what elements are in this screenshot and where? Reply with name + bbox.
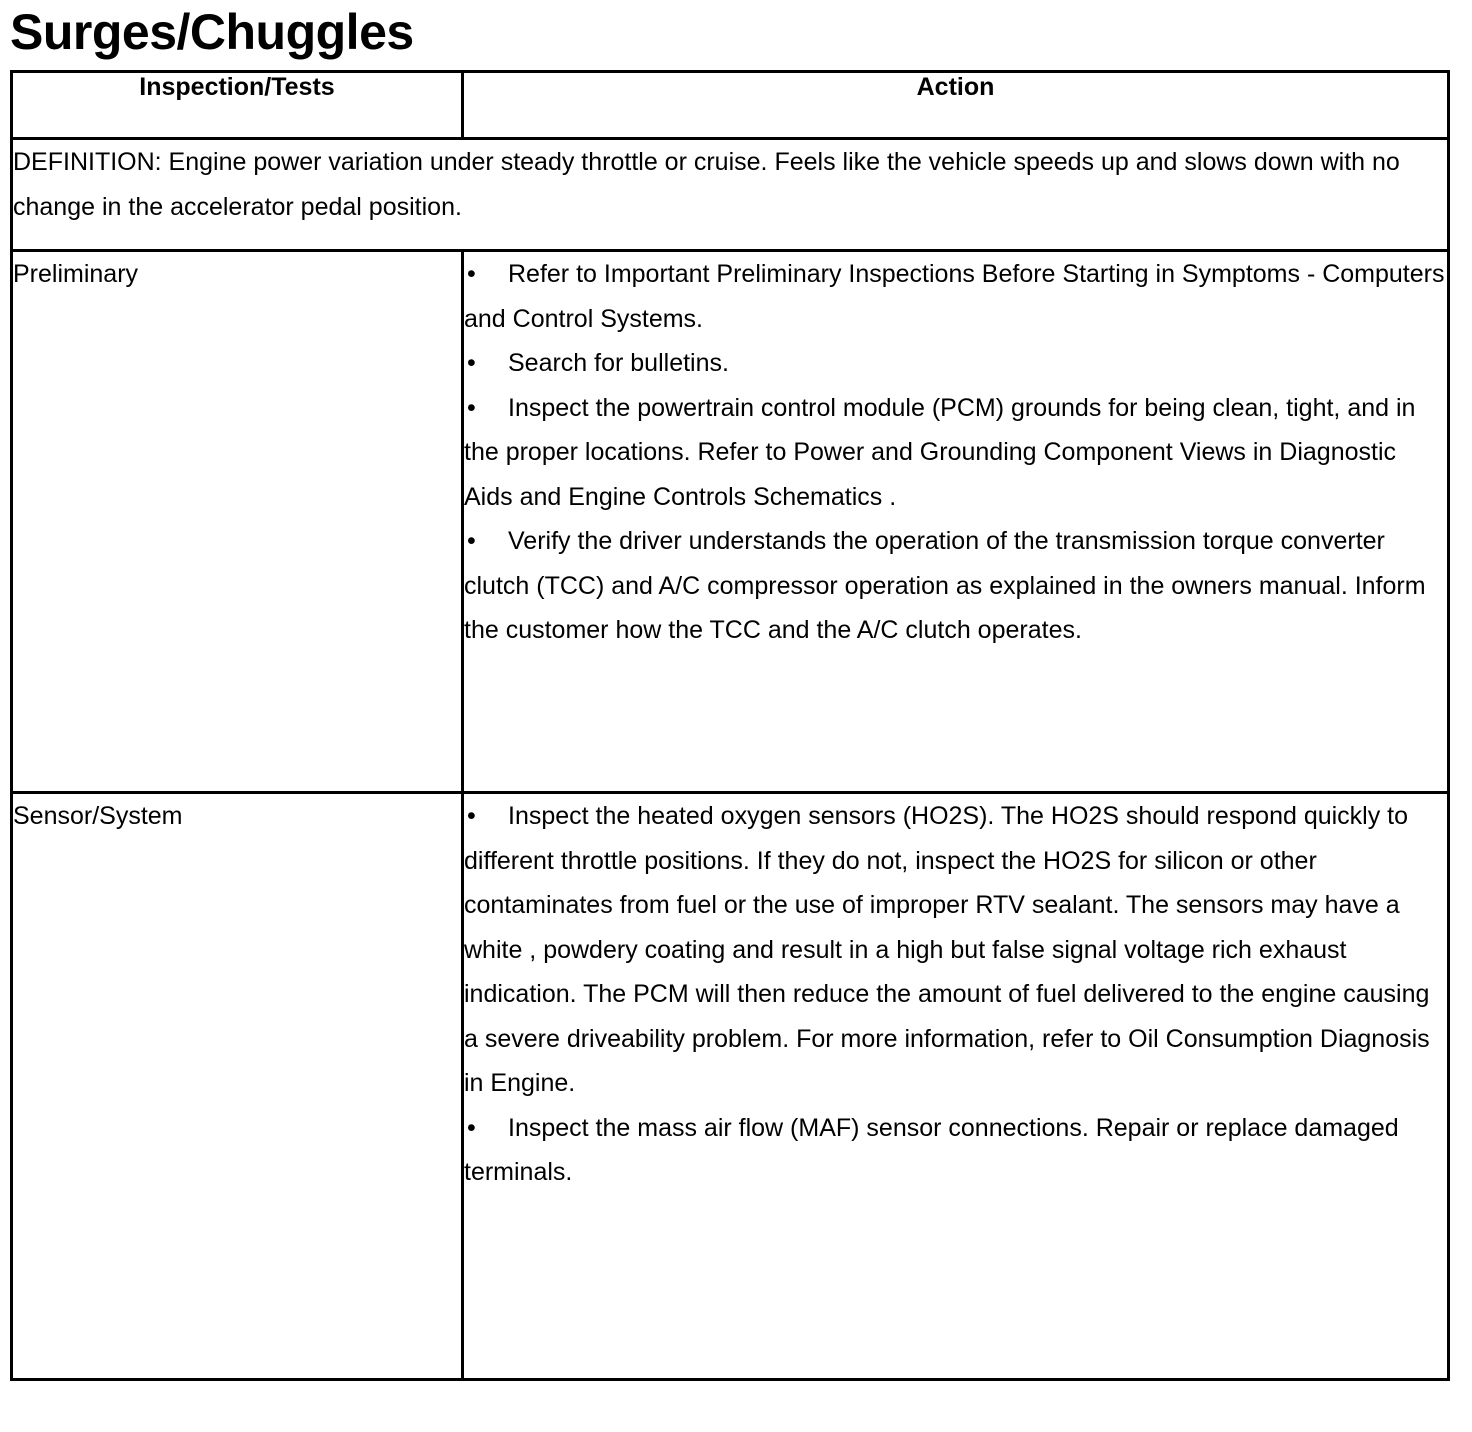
bullet-icon: • <box>467 393 476 422</box>
definition-text: DEFINITION: Engine power variation under steady throttle or cruise. Feels like the vehicle speeds up and slows down with no change in the accelerator pedal position. <box>12 139 1449 251</box>
action-cell-sensor-system <box>463 793 1449 1380</box>
bullet-icon: • <box>467 260 476 288</box>
header-inspection-tests: Inspection/Tests <box>12 72 463 139</box>
action-cell-preliminary <box>463 251 1449 793</box>
header-action: Action <box>463 72 1449 139</box>
row-label-preliminary: Preliminary <box>12 251 463 793</box>
action-bullet-text: Search for bulletins. <box>508 349 729 377</box>
row-label-sensor-system: Sensor/System <box>12 793 463 1380</box>
table-header-row <box>12 72 1449 139</box>
page-title: Surges/Chuggles <box>10 4 414 60</box>
action-bullet-item <box>464 386 1447 520</box>
bullet-icon: • <box>467 349 476 377</box>
action-bullet-item <box>464 794 1447 1106</box>
table-row <box>12 793 1449 1380</box>
action-bullet-item <box>464 1106 1447 1195</box>
action-bullet-item <box>464 519 1447 653</box>
action-bullet-text: Verify the driver understands the operation of the transmission torque converter clutch (TCC) and A/C compressor operation as explained in the owners manual. Inform the customer how the TCC and the A/C clutch operates. <box>464 527 1426 644</box>
bullet-icon: • <box>467 802 476 830</box>
action-bullet-item <box>464 252 1447 341</box>
bullet-icon: • <box>467 1113 476 1142</box>
action-bullet-item <box>464 341 1447 386</box>
action-bullet-text: Inspect the mass air flow (MAF) sensor connections. Repair or replace damaged terminals. <box>464 1113 1399 1186</box>
definition-row <box>12 139 1449 251</box>
bullet-icon: • <box>467 527 476 555</box>
action-bullet-text: Refer to Important Preliminary Inspections Before Starting in Symptoms - Computers and Control Systems. <box>464 260 1445 333</box>
action-bullet-text: Inspect the heated oxygen sensors (HO2S). The HO2S should respond quickly to different throttle positions. If they do not, inspect the HO2S for silicon or other contaminates from fuel or the use of improper RTV sealant. The sensors may have a white , powdery coating and result in a high but false signal voltage rich exhaust indication. The PCM will then reduce the amount of fuel delivered to the engine causing a severe driveability problem. For more information, refer to Oil Consumption Diagnosis in Engine. <box>464 802 1430 1097</box>
table-row <box>12 251 1449 793</box>
diagnostic-table <box>10 70 1450 1381</box>
action-bullet-text: Inspect the powertrain control module (PCM) grounds for being clean, tight, and in the proper locations. Refer to Power and Grounding Component Views in Diagnostic Aids and Engine Controls Schematics . <box>464 393 1416 511</box>
